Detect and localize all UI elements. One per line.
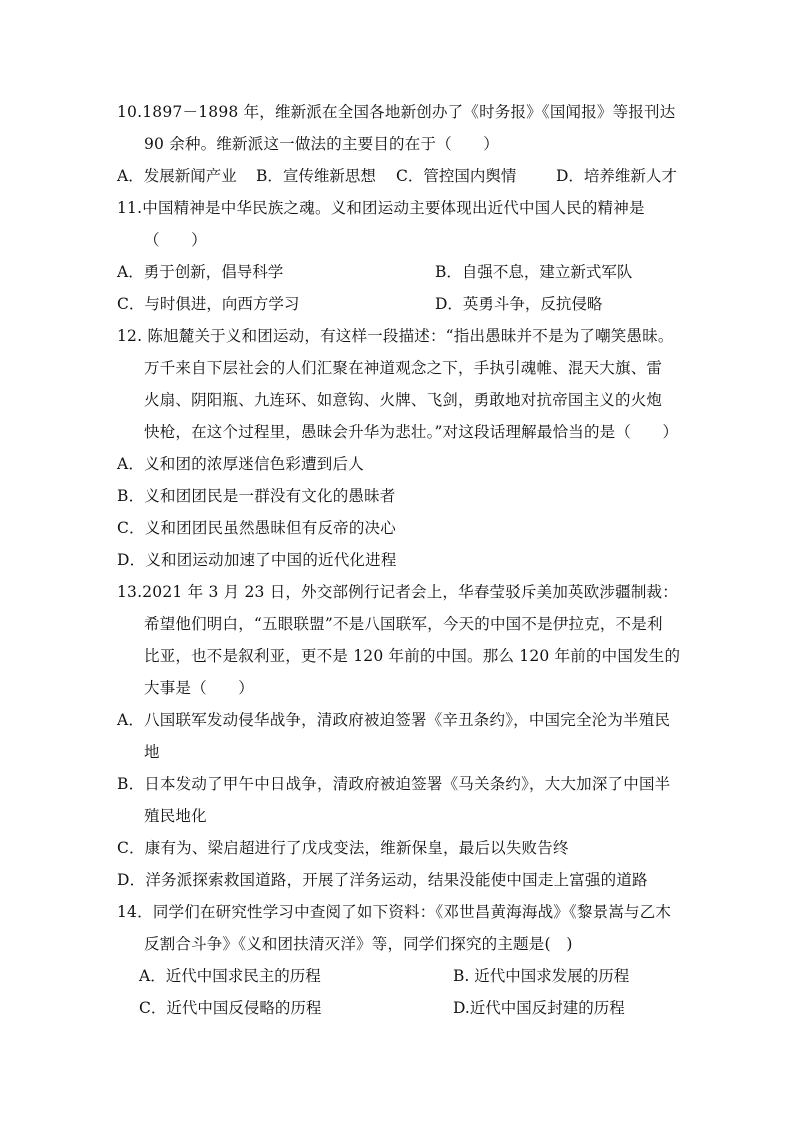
question-13-stem-line-1: 13.2021 年 3 月 23 日，外交部例行记者会上，华春莹驳斥美加英欧涉疆制裁：	[117, 583, 678, 601]
question-14-option-b[interactable]: B. 近代中国求发展的历程	[453, 967, 630, 985]
question-13	[117, 576, 684, 896]
question-10-option-d[interactable]: D．培养维新人才	[556, 167, 677, 185]
question-12	[117, 320, 684, 576]
question-14-option-d[interactable]: D.近代中国反封建的历程	[453, 999, 625, 1017]
question-13-stem-line-3: 比亚，也不是叙利亚，更不是 120 年前的中国。那么 120 年前的中国发生的	[144, 647, 681, 665]
question-14-stem-line-2: 反割合斗争》《义和团扶清灭洋》等，同学们探究的主题是( )	[144, 935, 573, 953]
question-12-stem-line-2: 万千来自下层社会的人们汇聚在神道观念之下，手执引魂帷、混天大旗、雷	[144, 359, 663, 377]
question-10-stem-line-2: 90 余种。维新派这一做法的主要目的在于（ ）	[144, 135, 499, 153]
question-10-option-a[interactable]: A．发展新闻产业	[117, 167, 237, 185]
question-13-stem-line-2: 希望他们明白，“五眼联盟”不是八国联军，今天的中国不是伊拉克，不是利	[144, 615, 663, 633]
question-11-stem-line-1: 11.中国精神是中华民族之魂。义和团运动主要体现出近代中国人民的精神是	[117, 199, 645, 217]
question-11-stem-line-2: （ ）	[144, 231, 207, 249]
question-13-option-d[interactable]: D．洋务派探索救国道路，开展了洋务运动，结果没能使中国走上富强的道路	[117, 871, 648, 889]
question-11-option-d[interactable]: D．英勇斗争，反抗侵略	[435, 295, 603, 313]
question-11	[117, 192, 684, 320]
question-12-stem-line-3: 火扇、阴阳瓶、九连环、如意钩、火牌、飞剑，勇敢地对抗帝国主义的火炮	[144, 391, 663, 409]
question-14-option-c[interactable]: C．近代中国反侵略的历程	[139, 999, 322, 1017]
question-13-option-a-line-2: 地	[144, 743, 160, 761]
question-11-options-row-2	[117, 288, 684, 320]
question-13-stem-line-4: 大事是（ ）	[144, 679, 254, 697]
question-12-option-b[interactable]: B．义和团团民是一群没有文化的愚昧者	[117, 487, 396, 505]
question-10-option-b[interactable]: B．宣传维新思想	[256, 167, 376, 185]
question-14-option-a[interactable]: A．近代中国求民主的历程	[139, 967, 321, 985]
question-12-option-c[interactable]: C．义和团团民虽然愚昧但有反帝的决心	[117, 519, 396, 537]
question-13-option-b-line-2: 殖民地化	[144, 807, 207, 825]
question-11-option-b[interactable]: B．自强不息，建立新式军队	[435, 263, 633, 281]
question-13-option-c[interactable]: C．康有为、梁启超进行了戊戌变法，维新保皇，最后以失败告终	[117, 839, 569, 857]
question-11-option-a[interactable]: A．勇于创新，倡导科学	[117, 263, 284, 281]
question-13-option-b[interactable]	[117, 768, 684, 832]
question-12-option-d[interactable]: D．义和团运动加速了中国的近代化进程	[117, 551, 397, 569]
question-12-option-a[interactable]: A．义和团的浓厚迷信色彩遭到后人	[117, 455, 364, 473]
question-14	[117, 896, 684, 1024]
question-11-option-c[interactable]: C．与时俱进，向西方学习	[117, 295, 300, 313]
question-10-stem-line-1: 10.1897－1898 年，维新派在全国各地新创办了《时务报》《国闻报》等报刊达	[117, 103, 676, 121]
question-12-stem-line-1: 12. 陈旭麓关于义和团运动，有这样一段描述：“指出愚昧并不是为了嘲笑愚昧。	[117, 327, 674, 345]
question-10-option-c[interactable]: C．管控国内舆情	[396, 167, 517, 185]
question-10-options	[117, 160, 684, 192]
question-13-option-b-line-1: B．日本发动了甲午中日战争，清政府被迫签署《马关条约》，大大加深了中国半	[117, 775, 671, 793]
question-12-stem-line-4: 快枪，在这个过程里，愚昧会升华为悲壮。”对这段话理解最恰当的是（ ）	[144, 423, 679, 441]
question-14-options-row-2	[117, 992, 684, 1024]
question-14-stem-line-1: 14．同学们在研究性学习中查阅了如下资料：《邓世昌黄海海战》《黎景嵩与乙木	[117, 903, 672, 921]
question-13-option-a-line-1: A．八国联军发动侵华战争，清政府被迫签署《辛丑条约》，中国完全沦为半殖民	[117, 711, 671, 729]
question-14-options-row-1	[117, 960, 684, 992]
question-11-options-row-1	[117, 256, 684, 288]
question-13-option-a[interactable]	[117, 704, 684, 768]
question-10	[117, 96, 684, 192]
